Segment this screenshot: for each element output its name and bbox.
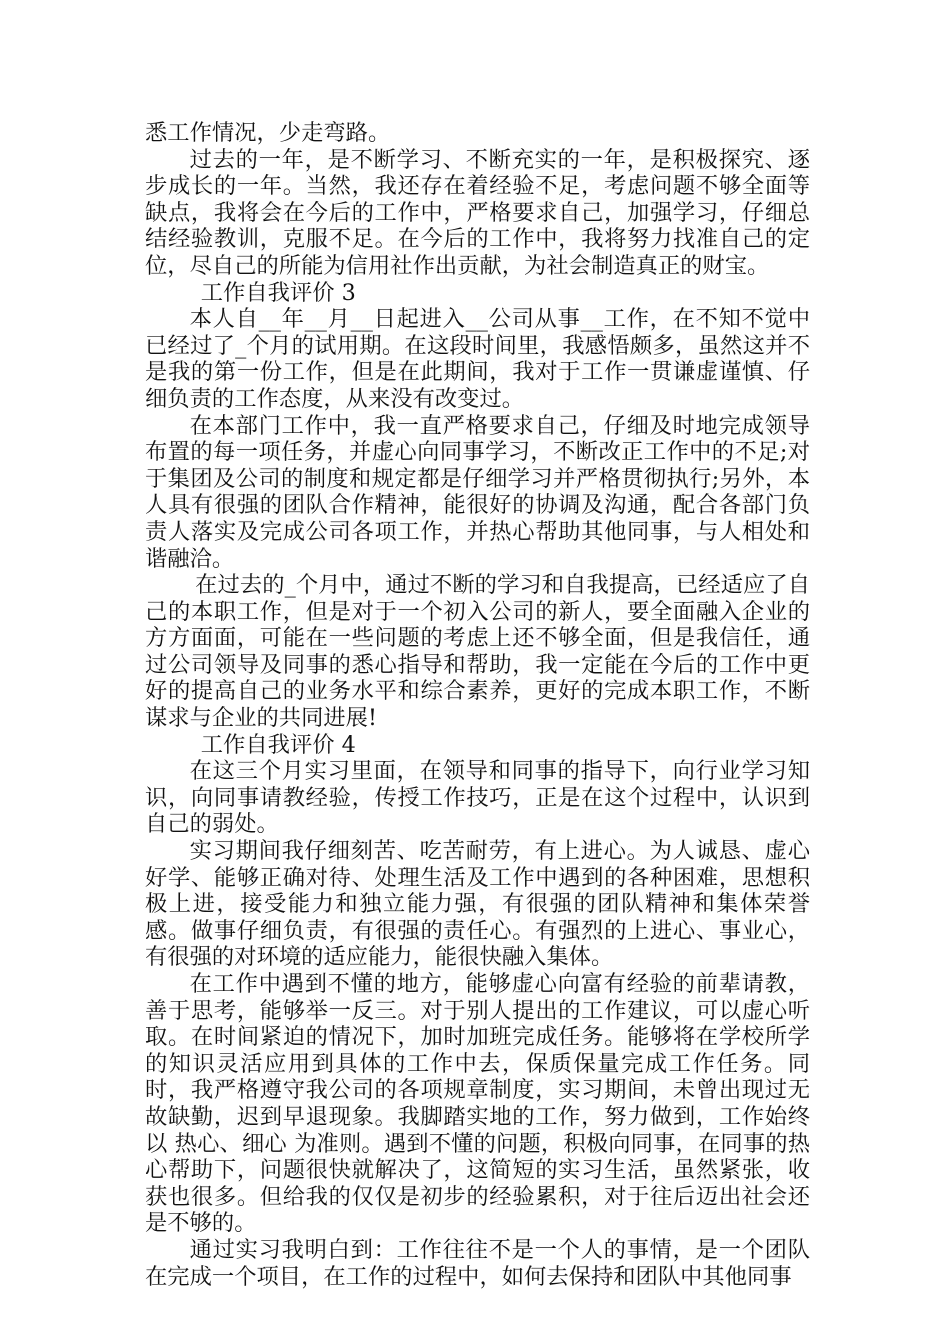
- paragraph: 在工作中遇到不懂的地方，能够虚心向富有经验的前辈请教，善于思考，能够举一反三。对于别人提出的工作建议，可以虚心听取。在时间紧迫的情况下，加时加班完成任务。能够将在学校所学的知识灵活应用到具体的工作中去，保质保量完成工作任务。同时，我严格遵守我公司的各项规章制度，实习期间，未曾出现过无故缺勤，迟到早退现象。我脚踏实地的工作，努力做到，工作始终以 热心、细心 为准则。遇到不懂的问题，积极向同事，在同事的热心帮助下，问题很快就解决了，这简短的实习生活，虽然紧张，收获也很多。但给我的仅仅是初步的经验累积，对于往后迈出社会还是不够的。: [145, 971, 810, 1237]
- paragraph: 实习期间我仔细刻苦、吃苦耐劳，有上进心。为人诚恳、虚心好学、能够正确对待、处理生活及工作中遇到的各种困难，思想积极上进，接受能力和独立能力强，有很强的团队精神和集体荣誉感。做事仔细负责，有很强的责任心。有强烈的上进心、事业心，有很强的对环境的适应能力，能很快融入集体。: [145, 838, 810, 971]
- paragraph: 悉工作情况，少走弯路。: [145, 120, 391, 146]
- paragraph: 通过实习我明白到：工作往往不是一个人的事情，是一个团队在完成一个项目，在工作的过程中，如何去保持和团队中其他同事: [145, 1236, 810, 1290]
- paragraph: 在本部门工作中，我一直严格要求自己，仔细及时地完成领导布置的每一项任务，并虚心向同事学习，不断改正工作中的不足;对于集团及公司的制度和规定都是仔细学习并严格贯彻执行;另外，本人具有很强的团队合作精神，能很好的协调及沟通，配合各部门负责人落实及完成公司各项工作，并热心帮助其他同事，与人相处和谐融洽。: [145, 412, 810, 572]
- section-heading: 工作自我评价 4: [200, 731, 356, 758]
- paragraph: 在这三个月实习里面，在领导和同事的指导下，向行业学习知识，向同事请教经验，传授工作技巧，正是在这个过程中，认识到自己的弱处。: [145, 758, 810, 838]
- document-body: [145, 120, 810, 1290]
- paragraph: 在过去的_个月中，通过不断的学习和自我提高，已经适应了自己的本职工作，但是对于一个初入公司的新人，要全面融入企业的方方面面，可能在一些问题的考虑上还不够全面，但是我信任，通过公司领导及同事的悉心指导和帮助，我一定能在今后的工作中更好的提高自己的业务水平和综合素养，更好的完成本职工作，不断谋求与企业的共同进展!: [145, 572, 810, 732]
- section-heading: 工作自我评价 3: [200, 279, 356, 306]
- paragraph: 过去的一年，是不断学习、不断充实的一年，是积极探究、逐步成长的一年。当然，我还存在着经验不足，考虑问题不够全面等缺点，我将会在今后的工作中，严格要求自己，加强学习，仔细总结经验教训，克服不足。在今后的工作中，我将努力找准自己的定位，尽自己的所能为信用社作出贡献，为社会制造真正的财宝。: [145, 146, 810, 279]
- paragraph: 本人自__年__月__日起进入__公司从事__工作，在不知不觉中已经过了_个月的试用期。在这段时间里，我感悟颇多，虽然这并不是我的第一份工作，但是在此期间，我对于工作一贯谦虚谨慎、仔细负责的工作态度，从来没有改变过。: [145, 306, 810, 412]
